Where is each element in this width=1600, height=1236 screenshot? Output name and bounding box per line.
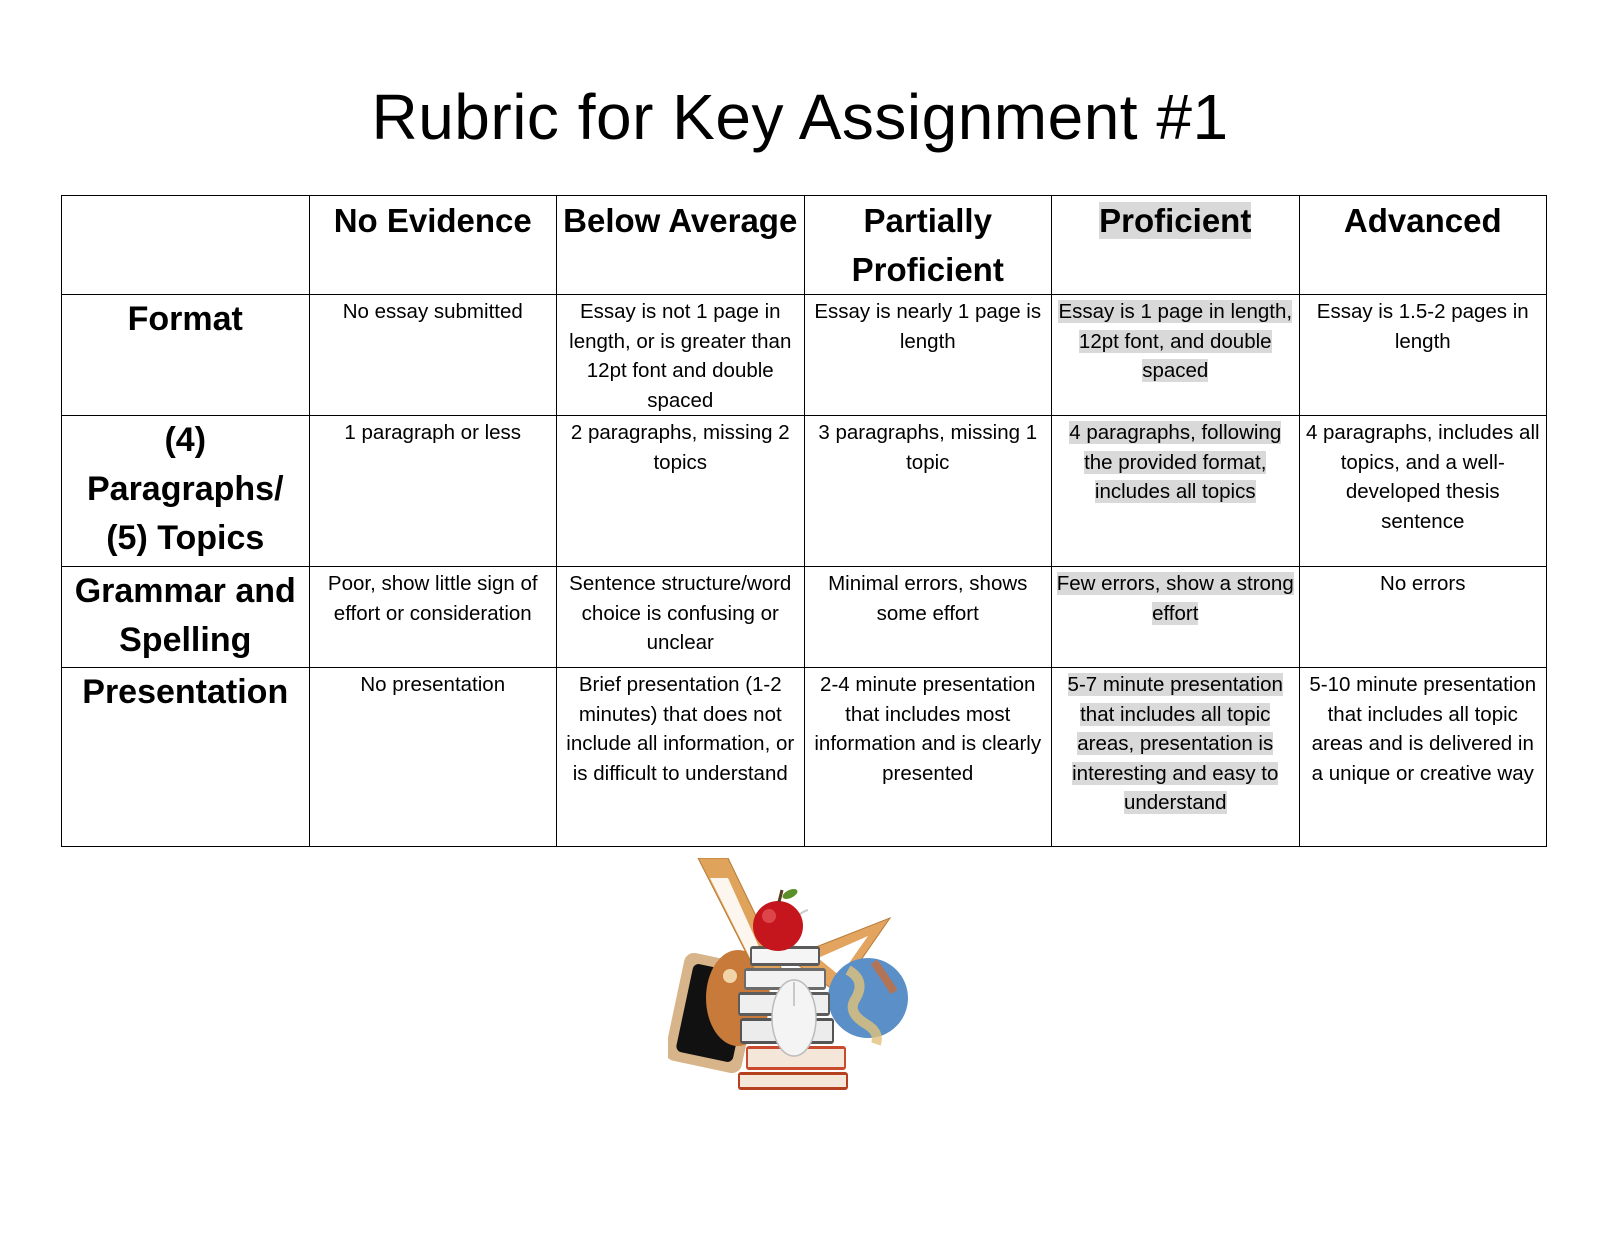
cell-presentation-no-evidence: No presentation (309, 668, 557, 847)
cell-paragraphs-no-evidence: 1 paragraph or less (309, 416, 557, 567)
cell-paragraphs-partially-proficient: 3 paragraphs, missing 1 topic (804, 416, 1052, 567)
cell-grammar-proficient: Few errors, show a strong effort (1052, 567, 1300, 668)
page-title: Rubric for Key Assignment #1 (371, 81, 1229, 153)
school-supplies-clipart (668, 858, 928, 1108)
criterion-grammar-spelling: Grammar and Spelling (62, 567, 310, 668)
cell-format-advanced: Essay is 1.5-2 pages in length (1299, 295, 1547, 416)
apple-icon (753, 887, 803, 951)
rubric-table (61, 195, 1547, 847)
cell-paragraphs-below-average: 2 paragraphs, missing 2 topics (557, 416, 805, 567)
cell-presentation-advanced: 5-10 minute presentation that includes all topic areas and is delivered in a unique or creative way (1299, 668, 1547, 847)
criterion-presentation: Presentation (62, 668, 310, 847)
rubric-row-paragraphs (62, 416, 1547, 567)
rubric-row-presentation (62, 668, 1547, 847)
globe-icon (828, 958, 908, 1044)
cell-grammar-below-average: Sentence structure/word choice is confusing or unclear (557, 567, 805, 668)
cell-paragraphs-proficient: 4 paragraphs, following the provided format, includes all topics (1052, 416, 1300, 567)
rubric-row-format (62, 295, 1547, 416)
cell-format-proficient: Essay is 1 page in length, 12pt font, and double spaced (1052, 295, 1300, 416)
cell-format-below-average: Essay is not 1 page in length, or is greater than 12pt font and double spaced (557, 295, 805, 416)
cell-paragraphs-advanced: 4 paragraphs, includes all topics, and a well-developed thesis sentence (1299, 416, 1547, 567)
cell-format-no-evidence: No essay submitted (309, 295, 557, 416)
header-below-average: Below Average (557, 196, 805, 295)
header-proficient: Proficient (1052, 196, 1300, 295)
header-corner-cell (62, 196, 310, 295)
rubric-row-grammar (62, 567, 1547, 668)
cell-grammar-no-evidence: Poor, show little sign of effort or consideration (309, 567, 557, 668)
criterion-format: Format (62, 295, 310, 416)
criterion-paragraphs-topics: (4) Paragraphs/ (5) Topics (62, 416, 310, 567)
rubric-header-row (62, 196, 1547, 295)
cell-grammar-advanced: No errors (1299, 567, 1547, 668)
header-no-evidence: No Evidence (309, 196, 557, 295)
header-advanced: Advanced (1299, 196, 1547, 295)
cell-grammar-partially-proficient: Minimal errors, shows some effort (804, 567, 1052, 668)
cell-presentation-below-average: Brief presentation (1-2 minutes) that does not include all information, or is difficult to understand (557, 668, 805, 847)
cell-presentation-partially-proficient: 2-4 minute presentation that includes most information and is clearly presented (804, 668, 1052, 847)
cell-presentation-proficient: 5-7 minute presentation that includes all topic areas, presentation is interesting and easy to understand (1052, 668, 1300, 847)
cell-format-partially-proficient: Essay is nearly 1 page is length (804, 295, 1052, 416)
header-partially-proficient: Partially Proficient (804, 196, 1052, 295)
